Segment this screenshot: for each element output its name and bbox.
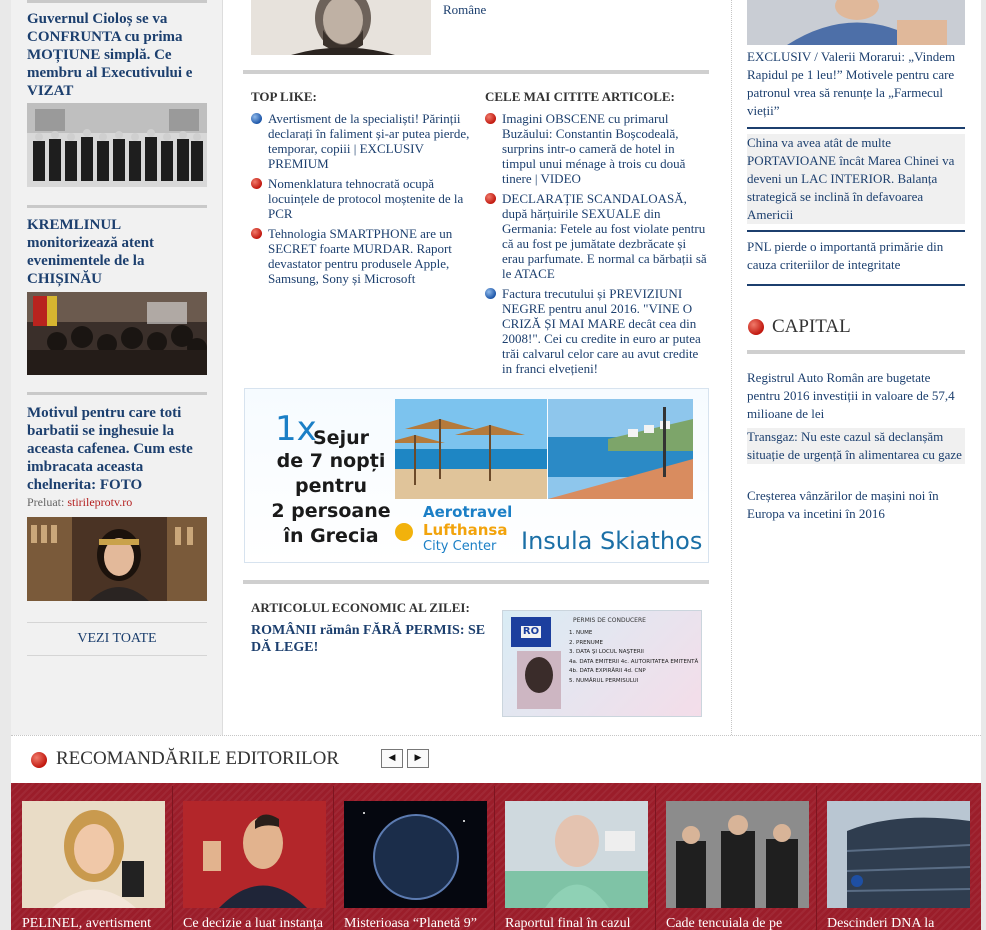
license-fields bbox=[569, 629, 698, 686]
list-item-text[interactable]: Imagini OBSCENE cu primarul Buzăului: Constantin Boșcodeală, surprins intr-o cameră de hotel in timpul unui ménage à trois cu două tinere | VIDEO bbox=[502, 111, 686, 186]
top-article-caption[interactable]: Române bbox=[443, 2, 487, 17]
banner-line-2: de 7 nopți bbox=[276, 450, 386, 472]
most-read-title: CELE MAI CITITE ARTICOLE: bbox=[485, 89, 675, 104]
license-field: 2. PRENUME bbox=[569, 639, 603, 646]
source-link[interactable]: stirileprotv.ro bbox=[67, 495, 133, 509]
recommendation-card[interactable] bbox=[336, 786, 495, 930]
red-bullet-icon bbox=[251, 178, 262, 189]
right-divider bbox=[747, 127, 965, 129]
red-bullet-icon bbox=[251, 228, 262, 239]
chevron-left-icon: ◀ bbox=[388, 753, 396, 763]
eu-flag bbox=[511, 617, 551, 647]
left-story-1-title[interactable]: Guvernul Cioloș se va CONFRUNTA cu prima MOȚIUNE simplă. Ce membru al Executivului e VIZAT bbox=[27, 11, 193, 99]
left-column bbox=[11, 0, 223, 735]
left-story-1[interactable] bbox=[27, 10, 207, 100]
capital-section-title[interactable]: CAPITAL bbox=[772, 316, 851, 337]
recommendations-title: RECOMANDĂRILE EDITORILOR bbox=[56, 748, 340, 769]
license-portrait bbox=[517, 651, 561, 709]
recommendation-photo bbox=[344, 801, 487, 908]
recommendation-caption[interactable]: Misterioasa “Planetă 9” bbox=[344, 916, 477, 930]
list-item[interactable] bbox=[251, 226, 471, 286]
section-divider bbox=[243, 580, 709, 584]
right-link-3[interactable]: PNL pierde o importantă primărie din cauza criteriilor de integritate bbox=[747, 239, 944, 272]
banner-line-1: Sejur bbox=[313, 427, 369, 449]
license-field: 3. DATA ŞI LOCUL NAŞTERII bbox=[569, 649, 644, 655]
recommendation-card[interactable] bbox=[658, 786, 817, 930]
protest-photo[interactable] bbox=[27, 292, 207, 375]
source-label: Preluat: bbox=[27, 495, 65, 509]
waitress-photo[interactable] bbox=[27, 517, 207, 601]
recommendation-card[interactable] bbox=[175, 786, 334, 930]
license-field: 5. NUMĂRUL PERMISULUI bbox=[569, 677, 639, 684]
list-item-text[interactable]: Avertisment de la specialiști! Părinții declarați în faliment și-ar putea pierde, temporar, copiii | EXCLUSIV PREMIUM bbox=[268, 111, 470, 171]
recommendations-icon bbox=[31, 752, 47, 768]
license-field: 4b. DATA EXPIRĂRII 4d. CNP bbox=[569, 668, 646, 674]
harbor-photo bbox=[548, 399, 693, 499]
license-field: 4a. DATA EMITERII 4c. AUTORITATEA EMITENTĂ bbox=[569, 658, 699, 665]
license-field: 1. NUME bbox=[569, 630, 593, 636]
capital-section-icon bbox=[748, 319, 764, 335]
driving-license-image[interactable] bbox=[502, 610, 702, 717]
prev-arrow-button[interactable] bbox=[381, 749, 403, 768]
right-divider bbox=[747, 284, 965, 286]
left-story-3-source bbox=[27, 495, 207, 510]
recommendations-carousel bbox=[11, 783, 981, 930]
recommendation-photo bbox=[827, 801, 970, 908]
recommendation-photo bbox=[666, 801, 809, 908]
capital-item[interactable]: Registrul Auto Român are bugetate pentru 2016 investiții in valoare de 57,4 milioane de lei bbox=[747, 370, 955, 421]
blue-bullet-icon bbox=[251, 113, 262, 124]
recommendation-caption[interactable]: Descinderi DNA la bbox=[827, 916, 935, 930]
moraru-photo[interactable] bbox=[747, 0, 965, 45]
blue-bullet-icon bbox=[485, 288, 496, 299]
capital-item[interactable]: Creșterea vânzărilor de mașini noi în Europa va incetini în 2016 bbox=[747, 488, 939, 521]
portrait-photo[interactable] bbox=[251, 0, 431, 55]
list-item-text[interactable]: Tehnologia SMARTPHONE are un SECRET foarte MURDAR. Raport devastator pentru produsele Apple, Samsung, Sony și Microsoft bbox=[268, 226, 453, 286]
red-bullet-icon bbox=[485, 193, 496, 204]
left-story-3-title[interactable]: Motivul pentru care toti barbatii se inghesuie la aceasta cafenea. Cum este imbracata aceasta chelnerita: FOTO bbox=[27, 405, 193, 493]
recommendation-card[interactable] bbox=[14, 786, 173, 930]
banner-brand-2: Lufthansa bbox=[423, 521, 508, 539]
recommendation-photo bbox=[22, 801, 165, 908]
right-link-2[interactable]: China va avea atât de multe PORTAVIOANE încât Marea Chinei va deveni un LAC INTERIOR. Balanța strategică se inclină în defavoarea Americii bbox=[747, 134, 965, 224]
banner-count: 1x bbox=[275, 409, 317, 449]
recommendation-caption[interactable]: PELINEL, avertisment bbox=[22, 916, 152, 930]
travel-banner-ad[interactable] bbox=[244, 388, 709, 563]
license-header: PERMIS DE CONDUCERE bbox=[573, 617, 646, 624]
left-divider bbox=[27, 392, 207, 395]
next-arrow-button[interactable] bbox=[407, 749, 429, 768]
section-divider bbox=[747, 350, 965, 354]
recommendation-card[interactable] bbox=[819, 786, 978, 930]
right-link-1[interactable]: EXCLUSIV / Valerii Morarui: „Vindem Rapidul pe 1 leu!” Motivele pentru care patronul vrea să renunțe la „Farmecul vieții” bbox=[747, 49, 956, 118]
left-divider bbox=[27, 205, 207, 208]
recommendation-caption[interactable]: Ce decizie a luat instanța bbox=[183, 916, 323, 930]
top-like-list bbox=[251, 111, 471, 291]
most-read-list bbox=[485, 111, 707, 381]
middle-column bbox=[223, 0, 732, 735]
see-all-link[interactable]: VEZI TOATE bbox=[27, 622, 207, 656]
country-code: RO bbox=[522, 626, 540, 637]
beach-photo bbox=[395, 399, 547, 499]
banner-brand-1: Aerotravel bbox=[423, 503, 513, 521]
recommendation-caption[interactable]: Raportul final în cazul bbox=[505, 916, 631, 930]
banner-brand-3: City Center bbox=[423, 539, 497, 554]
banner-destination: Insula Skiathos bbox=[521, 527, 703, 555]
banner-line-5: în Grecia bbox=[283, 525, 379, 547]
left-story-2-title[interactable]: KREMLINUL monitorizează atent evenimentele de la CHIȘINĂU bbox=[27, 217, 155, 287]
lufthansa-logo-icon bbox=[395, 523, 413, 541]
list-item[interactable] bbox=[251, 111, 471, 171]
right-column bbox=[732, 0, 981, 735]
economic-article-title: ARTICOLUL ECONOMIC AL ZILEI: bbox=[251, 600, 470, 615]
right-divider bbox=[747, 230, 965, 232]
capital-item[interactable]: Transgaz: Nu este cazul să declanșăm situație de urgență în alimentarea cu gaze bbox=[747, 428, 965, 464]
recommendation-photo bbox=[505, 801, 648, 908]
list-item[interactable] bbox=[485, 111, 707, 186]
economic-article-headline[interactable]: ROMÂNII rămân FĂRĂ PERMIS: SE DĂ LEGE! bbox=[251, 623, 486, 655]
chevron-right-icon: ▶ bbox=[414, 753, 422, 763]
recommendation-caption[interactable]: Cade tencuiala de pe bbox=[666, 916, 783, 930]
left-story-3[interactable] bbox=[27, 404, 207, 510]
list-item[interactable] bbox=[485, 286, 707, 376]
left-story-2[interactable] bbox=[27, 216, 207, 288]
list-item-text[interactable]: Nomenklatura tehnocrată ocupă locuințele de protocol moștenite de la PCR bbox=[268, 176, 464, 221]
cabinet-photo[interactable] bbox=[27, 103, 207, 187]
list-item-text[interactable]: Factura trecutului și PREVIZIUNI NEGRE pentru anul 2016. "VINE O CRIZĂ ȘI MAI MARE decât cea din 2008!". Cei cu credite in euro ar putea trăi calvarul celor care au avut credite in franci elvețieni! bbox=[502, 286, 701, 376]
recommendation-photo bbox=[183, 801, 326, 908]
list-item[interactable] bbox=[485, 191, 707, 281]
recommendations-header bbox=[11, 735, 981, 783]
recommendation-card[interactable] bbox=[497, 786, 656, 930]
banner-offer-text bbox=[267, 449, 395, 549]
left-divider bbox=[27, 0, 207, 3]
red-bullet-icon bbox=[485, 113, 496, 124]
list-item-text[interactable]: DECLARAȚIE SCANDALOASĂ, după hărțuirile SEXUALE din Germania: Fetele au fost violate pentru că au fost pe jumătate dezbrăcate și erau parfumate. E normal ca bărbații să le ATACE bbox=[502, 191, 707, 281]
list-item[interactable] bbox=[251, 176, 471, 221]
section-divider bbox=[243, 70, 709, 74]
top-like-title: TOP LIKE: bbox=[251, 89, 317, 104]
banner-line-3: pentru bbox=[295, 475, 367, 497]
banner-line-4: 2 persoane bbox=[271, 500, 391, 522]
